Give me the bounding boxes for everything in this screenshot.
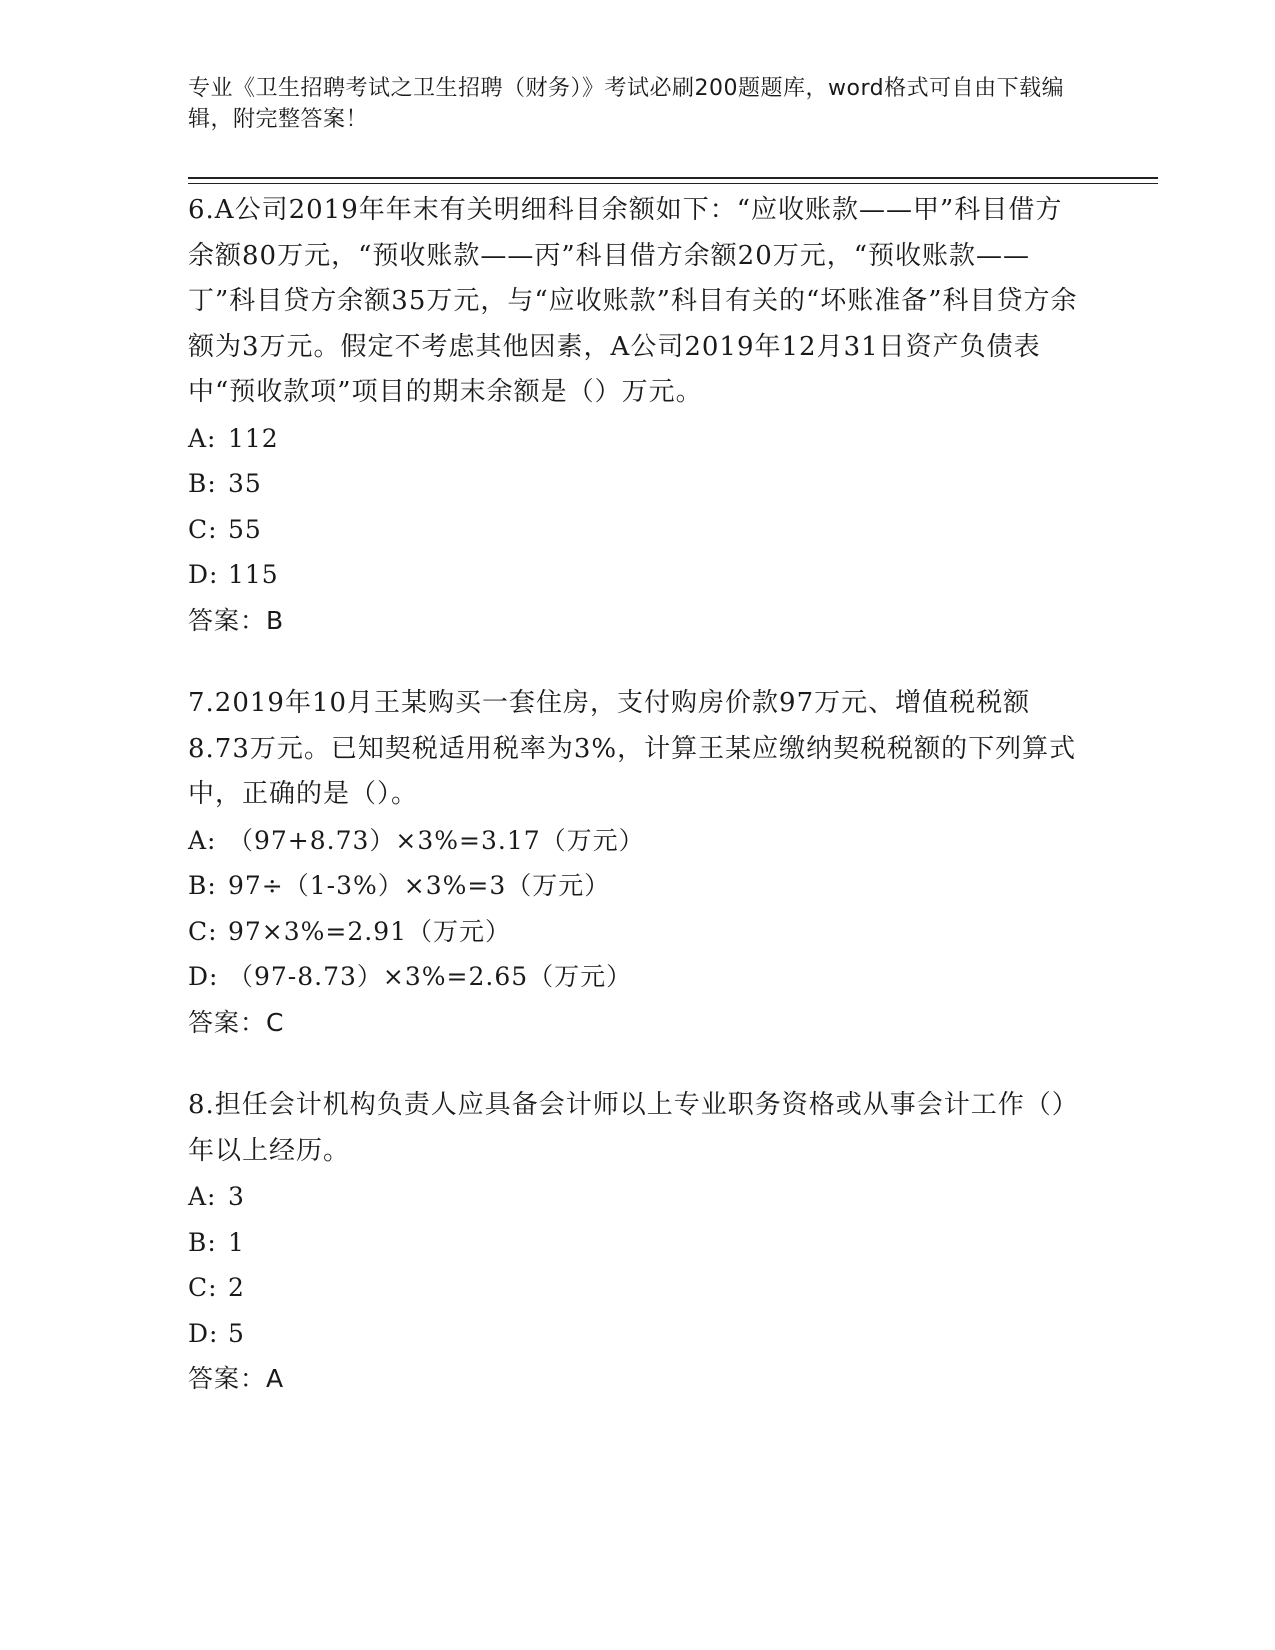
option-letter: C: [188, 514, 218, 544]
option-text: 35 [228, 469, 262, 498]
option-letter: C: [188, 1273, 218, 1302]
option-a [188, 1174, 1078, 1220]
option-c [188, 507, 1078, 553]
question-7 [188, 681, 1078, 1045]
option-text: （97+8.73）×3%=3.17（万元） [228, 825, 645, 855]
option-letter: A: [188, 825, 217, 855]
option-text: 2 [228, 1273, 245, 1302]
option-text: （97-8.73）×3%=2.65（万元） [228, 962, 633, 991]
question-text: 7.2019年10月王某购买一套住房，支付购房价款97万元、增值税税额8.73万元。已知契税适用税率为3%，计算王某应缴纳契税税额的下列算式中，正确的是（）。 [188, 688, 1077, 809]
question-text: 8.担任会计机构负责人应具备会计师以上专业职务资格或从事会计工作（）年以上经历。 [188, 1090, 1066, 1166]
option-letter: A: [188, 1182, 217, 1211]
option-letter: D: [188, 962, 219, 991]
option-text: 5 [228, 1318, 245, 1348]
option-c [188, 909, 1078, 955]
option-d [188, 954, 1078, 1000]
option-text: 1 [228, 1227, 245, 1257]
option-letter: B: [188, 871, 217, 900]
option-letter: B: [188, 1227, 217, 1257]
option-a [188, 416, 1078, 462]
option-d [188, 552, 1078, 598]
option-letter: D: [188, 560, 219, 589]
option-b [188, 1220, 1078, 1266]
option-b [188, 461, 1078, 507]
option-text: 3 [228, 1182, 245, 1211]
option-letter: A: [188, 423, 217, 453]
header-divider-thin [188, 183, 1158, 184]
option-letter: B: [188, 469, 217, 498]
option-letter: D: [188, 1318, 219, 1348]
option-text: 115 [228, 560, 279, 589]
option-text: 97÷（1-3%）×3%=3（万元） [228, 871, 611, 900]
header-divider-thick [188, 177, 1158, 179]
answer-line: 答案：A [188, 1364, 285, 1393]
question-text: 6.A公司2019年年末有关明细科目余额如下：“应收账款——甲”科目借方余额80万元，“预收账款——丙”科目借方余额20万元，“预收账款——丁”科目贷方余额35万元，与“应收账款”科目有关的“坏账准备”科目贷方余额为3万元。假定不考虑其他因素，A公司2019年12月31日资产负债表中“预收款项”项目的期末余额是（）万元。 [188, 195, 1078, 407]
option-text: 112 [228, 423, 279, 453]
answer-line: 答案：C [188, 1007, 285, 1037]
question-list [188, 188, 1078, 1440]
question-8 [188, 1083, 1078, 1402]
option-text: 97×3%=2.91（万元） [228, 916, 512, 946]
option-a [188, 818, 1078, 864]
document-header: 专业《卫生招聘考试之卫生招聘（财务）》考试必刷200题题库，word格式可自由下载编辑，附完整答案！ [188, 76, 1065, 132]
answer-line: 答案：B [188, 605, 285, 635]
option-letter: C: [188, 916, 218, 946]
option-d [188, 1311, 1078, 1357]
option-text: 55 [228, 514, 262, 544]
option-b [188, 863, 1078, 909]
option-c [188, 1265, 1078, 1311]
question-6 [188, 188, 1078, 643]
